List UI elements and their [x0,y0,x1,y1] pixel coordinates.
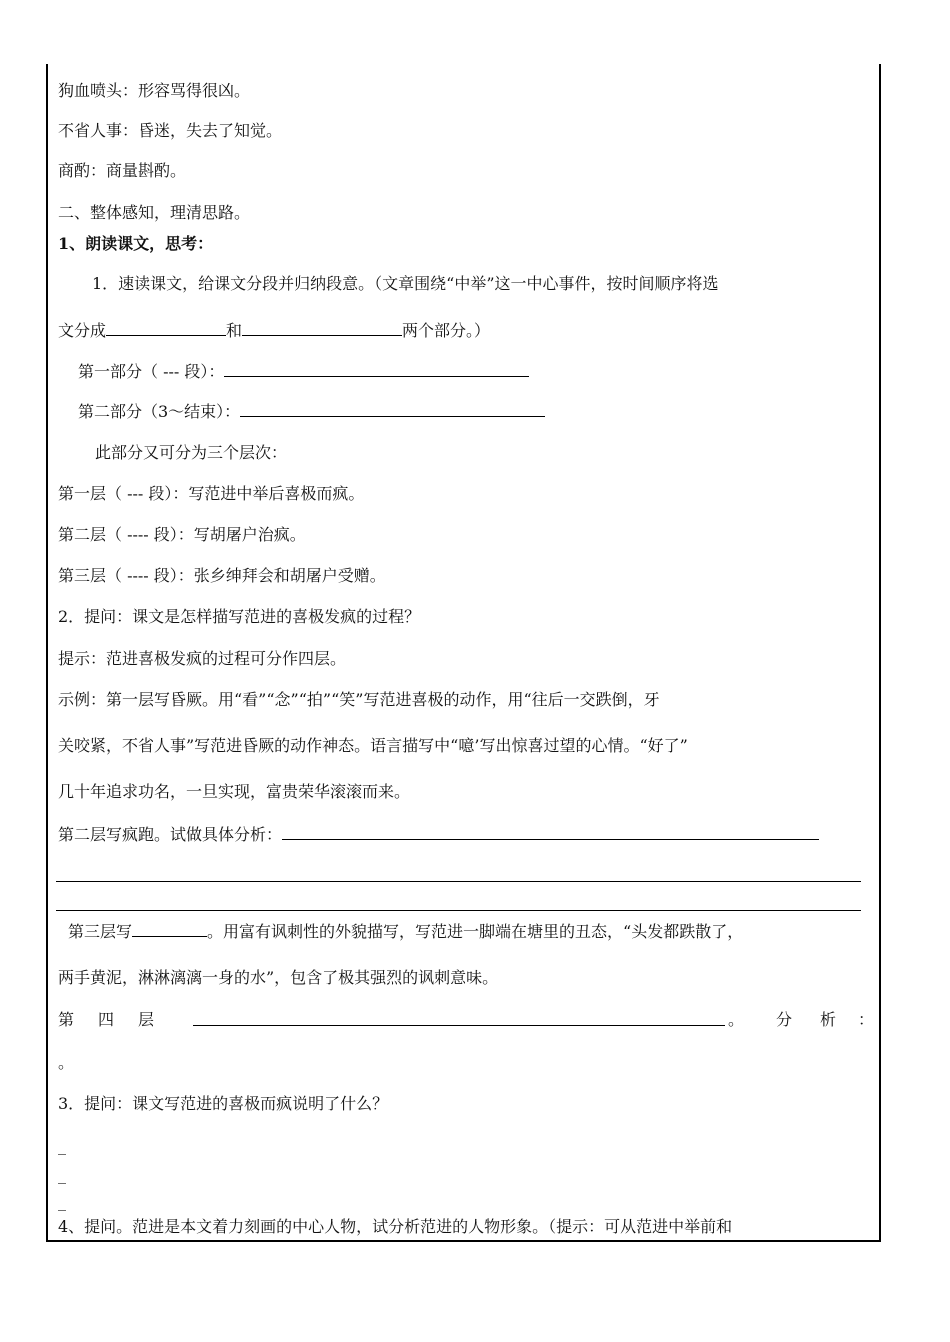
analysis-colon: ： [858,1010,875,1029]
question-3: 3．提问：课文写范进的喜极而疯说明了什么？ [58,1094,389,1113]
question-1-continued [58,320,490,341]
layer-4-blank[interactable] [193,1010,725,1026]
layer-3-blank[interactable] [132,921,207,937]
layer-3-continued: 两手黄泥，淋淋漓漓一身的水”，包含了极其强烈的讽刺意味。 [58,968,499,987]
layer-2-analysis [58,824,819,845]
layers-intro: 此部分又可分为三个层次： [95,443,288,462]
section-heading: 二、整体感知，理清思路。 [58,203,251,222]
question-4: 4、提问。范进是本文着力刻画的中心人物，试分析范进的人物形象。（提示：可从范进中举前和 [58,1217,733,1236]
layer-4-period: 。 [728,1010,745,1029]
layer-1: 第一层（ --- 段）：写范进中举后喜极而疯。 [58,484,365,503]
layer-3: 第三层（ ---- 段）：张乡绅拜会和胡屠户受赠。 [58,566,386,585]
part-2-blank[interactable] [240,401,545,417]
part-2-line [78,401,545,422]
question-2: 2．提问：课文是怎样描写范进的喜极发疯的过程？ [58,607,421,626]
vocab-line-3: 商酌：商量斟酌。 [58,161,187,180]
vocab-line-2: 不省人事：昏迷，失去了知觉。 [58,121,283,140]
blank-part-2[interactable] [242,320,402,336]
part-2-label: 第二部分（3～结束）： [78,402,241,421]
analysis-char-2: 析 [820,1010,837,1029]
layer-2-analysis-blank[interactable] [282,824,819,840]
part-1-line [78,361,529,382]
example-line-1: 示例：第一层写昏厥。用“看”“念”“拍”“笑”写范进喜极的动作，用“往后一交跌倒，牙 [58,690,660,709]
text-fenchen: 文分成 [58,321,107,340]
layer-3-text: 。用富有讽刺性的外貌描写，写范进一脚端在塘里的丑态，“头发都跌散了， [207,922,744,941]
analysis-char-1: 分 [776,1010,793,1029]
hint-line: 提示：范进喜极发疯的过程可分作四层。 [58,649,347,668]
answer-mark-2: _ [58,1165,66,1184]
subsection-heading: 1、朗读课文，思考： [58,234,214,253]
part-1-label: 第一部分（ --- 段）： [78,362,225,381]
answer-line[interactable] [56,910,861,911]
layer-4-char-2: 四 [98,1010,115,1029]
layer-3-analysis [68,921,743,942]
layer-4-char-1: 第 [58,1010,75,1029]
text-he: 和 [226,321,243,340]
question-1: 1．速读课文，给课文分段并归纳段意。（文章围绕“中举”这一中心事件，按时间顺序将选 [92,274,719,293]
analysis-period: 。 [58,1053,75,1072]
layer-2-analysis-label: 第二层写疯跑。试做具体分析： [58,825,283,844]
answer-line[interactable] [56,881,861,882]
layer-2: 第二层（ ---- 段）：写胡屠户治疯。 [58,525,306,544]
blank-part-1[interactable] [106,320,226,336]
part-1-blank[interactable] [224,361,529,377]
layer-3-label: 第三层写 [68,922,133,941]
lesson-table-cell [46,64,881,1242]
text-two-parts: 两个部分。） [402,321,491,340]
example-line-2: 关咬紧，不省人事”写范进昏厥的动作神态。语言描写中“噫’写出惊喜过望的心情。“好了” [58,736,688,755]
example-line-3: 几十年追求功名，一旦实现，富贵荣华滚滚而来。 [58,782,411,801]
layer-4-char-3: 层 [138,1010,155,1029]
answer-mark-1: _ [58,1136,66,1155]
vocab-line-1: 狗血喷头：形容骂得很凶。 [58,81,251,100]
answer-mark-3: _ [58,1192,66,1211]
